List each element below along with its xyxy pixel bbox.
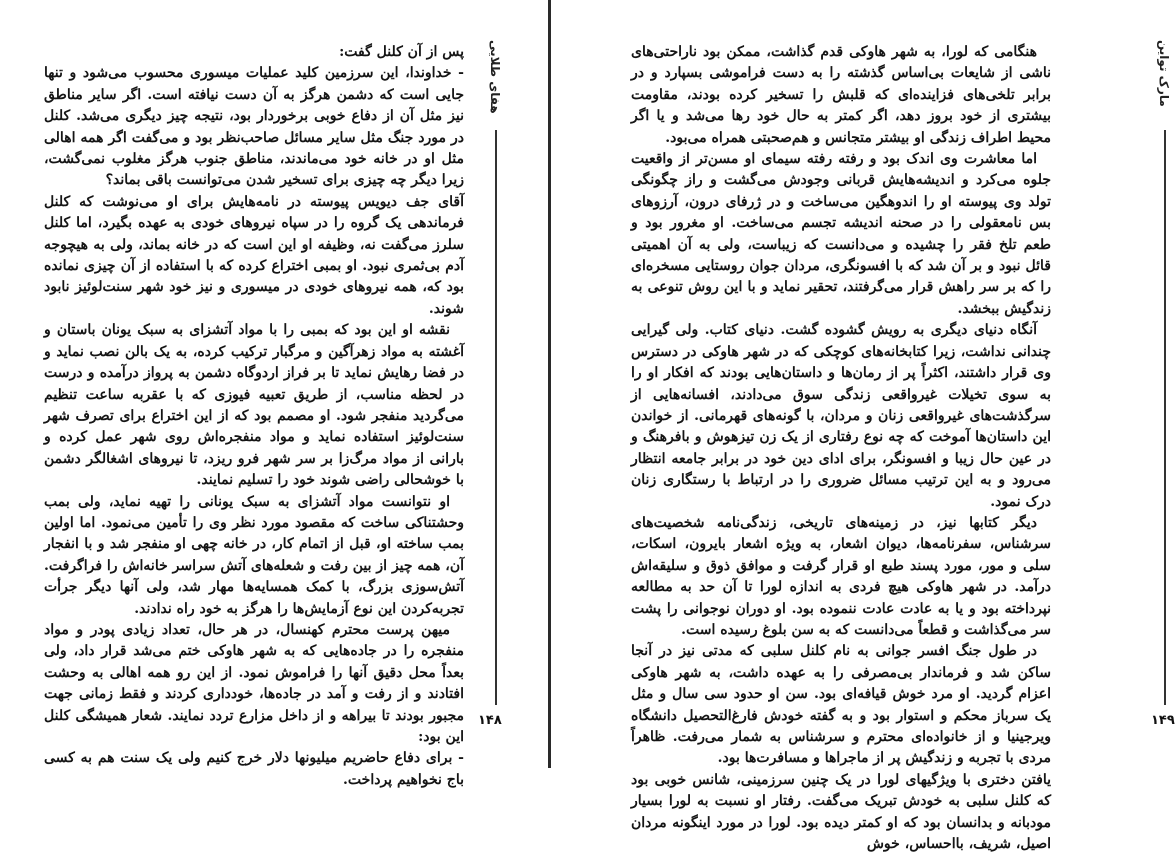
right-page-body <box>631 42 1051 855</box>
running-head: هفای طلایی <box>488 40 502 114</box>
running-head: مارک تواین <box>1157 40 1171 107</box>
paragraph: پس از آن کلنل گفت: <box>339 44 464 60</box>
paragraph: در طول جنگ افسر جوانی به نام کلنل سلبی که مدتی نیز در آنجا ساکن شد و فرماندار بی‌مصرفی را به عهده داشت، به شهر هاوکی اعزام گردید. او مرد خوش قیافه‌ای بود. سن او حدود سی سال و مثل یک سرباز محکم و استوار بود و به گفته خودش فارغ‌التحصیل دانشگاه ویرجینیا و از خانواده‌ای محترم و سرشناس به شمار می‌رفت. ظاهراً مردی با تجربه و زندگیش پر از ماجراها و مسافرت‌ها بود. <box>631 643 1051 767</box>
page-number: ۱۴۸ <box>478 713 502 728</box>
paragraph: او نتوانست مواد آتشزای به سبک یونانی را تهیه نماید، ولی بمب وحشتناکی ساخت که مقصود مورد نظر وی را تأمین می‌نمود. اما اولین بمب ساخته او، قبل از اتمام کار، در خانه چهی او منفجر شد و با انفجار آن، همه چیز از بین رفت و شعله‌های آتش سراسر خانه‌اش را فراگرفت. آتش‌سوزی بزرگ، با کمک همسایه‌ها مهار شد، ولی آنها دیگر جرأت تجربه‌کردن این نوع آزمایش‌ها را هرگز به خود راه ندادند. <box>44 493 464 617</box>
paragraph: میهن پرست محترم کهنسال، در هر حال، تعداد زیادی پودر و مواد منفجره را در جاده‌هایی که به شهر هاوکی ختم می‌شد قرار داد، ولی بعداً محل دقیق آنها را فراموش نمود. از این رو همه اهالی به وحشت افتادند و از رفت و آمد در جاده‌ها، خودداری کردند و فقط زمانی جهت مجبور بودند تا بیراهه و از داخل مزارع تردد نمایند. شعار همیشگی کلنل این بود: <box>44 621 464 745</box>
paragraph: یافتن دختری با ویژگیهای لورا در یک چنین سرزمینی، شانس خوبی بود که کلنل سلبی به خودش تبریک می‌گفت. رفتار او نسبت به لورا بسیار مودبانه و بدانسان بود که او کمتر دیده بود. لورا در مورد اینگونه مردان اصیل، شریف، بااحساس، خوش <box>631 771 1051 853</box>
paragraph: دیگر کتابها نیز، در زمینه‌های تاریخی، زندگی‌نامه شخصیت‌های سرشناس، سفرنامه‌ها، دیوان اشعار، به ویژه اشعار بایرون، اسکات، سلی و مور، مورد پسند طبع او قرار گرفت و موافق ذوق و سلیقه‌اش درآمد. در شهر هاوکی هیچ فردی به اندازه لورا تا آن حد به مطالعه نپرداخته بود و یا به عادت عادت ننموده بود. او دوران نوجوانی را پشت سر می‌گذاشت و قطعاً می‌دانست که به سن بلوغ رسیده است. <box>631 514 1051 638</box>
paragraph: اما معاشرت وی اندک بود و رفته رفته سیمای او مسن‌تر از واقعیت جلوه می‌کرد و اندیشه‌هایش قربانی وجودش می‌گشت و راز چگونگی تولد وی پیوسته او را اندوهگین می‌ساخت و در ژرفای درون، آرزوهای بس نامعقولی را در صحنه اندیشه تجسم می‌ساخت. او مغرور بود و طعم تلخ فقر را چشیده و می‌دانست که زیباست، ولی به آن اهمیتی قائل نبود و بر آن شد که با افسونگری، مردان جوان روستایی مسخره‌ای را که بر سر راهش قرار می‌گرفتند، تحقیر نماید و با این روش تنوعی به زندگیش ببخشد. <box>631 151 1051 317</box>
margin-rule <box>495 130 497 705</box>
paragraph: نقشه او این بود که بمبی را با مواد آتشزای به سبک یونان باستان و آغشته به مواد زهرآگین و مرگبار ترکیب کرده، به یک بالن نصب نماید و در فضا رهایش نماید تا بر فراز اردوگاه دشمن به پرواز درآمده و درست در لحظه مناسب، از طریق تعبیه فیوزی که با عقربه ساعت تنظیم می‌گردید منفجر شود. او مصمم بود که از این اختراع برای تصرف شهر سنت‌لوئیز استفاده نماید و مواد منفجره‌اش روی شهر عمل کرده و بارانی از مواد مرگ‌زا بر سر شهر فرو ریزد، تا نیروهای اشغالگر دشمن با خوشحالی راضی شوند خود را تسلیم نمایند. <box>44 322 464 489</box>
paragraph: هنگامی که لورا، به شهر هاوکی قدم گذاشت، ممکن بود ناراحتی‌های ناشی از شایعات بی‌اساس گذشته را به دست فراموشی بسپارد و در برابر تلخی‌های فزاینده‌ای که قلبش را تسخیر کرده بودند، مقاومت بیشتری از خود بروز دهد، اگر کمتر به حال خود رها می‌شد و یا اگر محیط اطراف زندگی او بیشتر متجانس و هم‌صحبتی همراه می‌بود. <box>631 44 1051 146</box>
paragraph: آنگاه دنیای دیگری به رویش گشوده گشت. دنیای کتاب. ولی گیرایی چندانی نداشت، زیرا کتابخانه‌های کوچکی که در شهر هاوکی در دسترس وی قرار داشتند، اکثراً پر از رمان‌ها و داستان‌هایی بودند که افکار او را به سوی تخیلات غیرواقعی زندگی سوق می‌دادند، افسانه‌هایی از سرگذشت‌های غیرواقعی زنان و مردان، با گونه‌های قهرمانی. از خواندن این داستان‌ها آموخت که چه نوع رفتاری از یک زن تیزهوش و بافرهنگ و در عین حال زیبا و افسونگر، برای ادای دین خود در برابر جامعه انتظار می‌رود و به این ترتیب مسائل ضروری را در ارتباط با رستگاری زنان درک نمود. <box>631 322 1051 510</box>
paragraph: آقای جف دیویس پیوسته در نامه‌هایش برای او می‌نوشت که کلنل فرماندهی یک گروه را در سپاه نیروهای خودی به عهده بگیرد، اما کلنل سلرز می‌گفت نه، وظیفه او این است که در خانه بماند، ولی به هیچوجه آدم بی‌ثمری نبود. او بمبی اختراع کرده که با استفاده از آن چیزی نمانده بود که، همه نیروهای خودی در میسوری و نیز خود شهر سنت‌لوئیز نابود شوند. <box>44 193 464 317</box>
page-number: ۱۴۹ <box>1151 713 1175 728</box>
paragraph: - برای دفاع حاضریم میلیونها دلار خرج کنیم ولی یک سنت هم به کسی باج نخواهیم پرداخت. <box>44 750 464 788</box>
right-page <box>551 0 1175 853</box>
left-page-body <box>44 42 464 791</box>
left-page <box>0 0 548 788</box>
margin-rule <box>1164 130 1166 705</box>
paragraph: - خداوندا، این سرزمین کلید عملیات میسوری محسوب می‌شود و تنها جایی است که دشمن هرگز به آن دست نیافته است. اگر سایر مناطق نیز مثل آن از دفاع خوبی برخوردار بود، نتیجه چیز دیگری می‌شد. کلنل در مورد جنگ مثل سایر مسائل صاحب‌نظر بود و می‌گفت اگر همه اهالی مثل او در خانه خود می‌ماندند، مناطق جنوب هرگز مغلوب نمی‌گشت، زیرا دیگر چه چیزی برای تسخیر شدن می‌توانست باقی بماند؟ <box>44 65 464 189</box>
